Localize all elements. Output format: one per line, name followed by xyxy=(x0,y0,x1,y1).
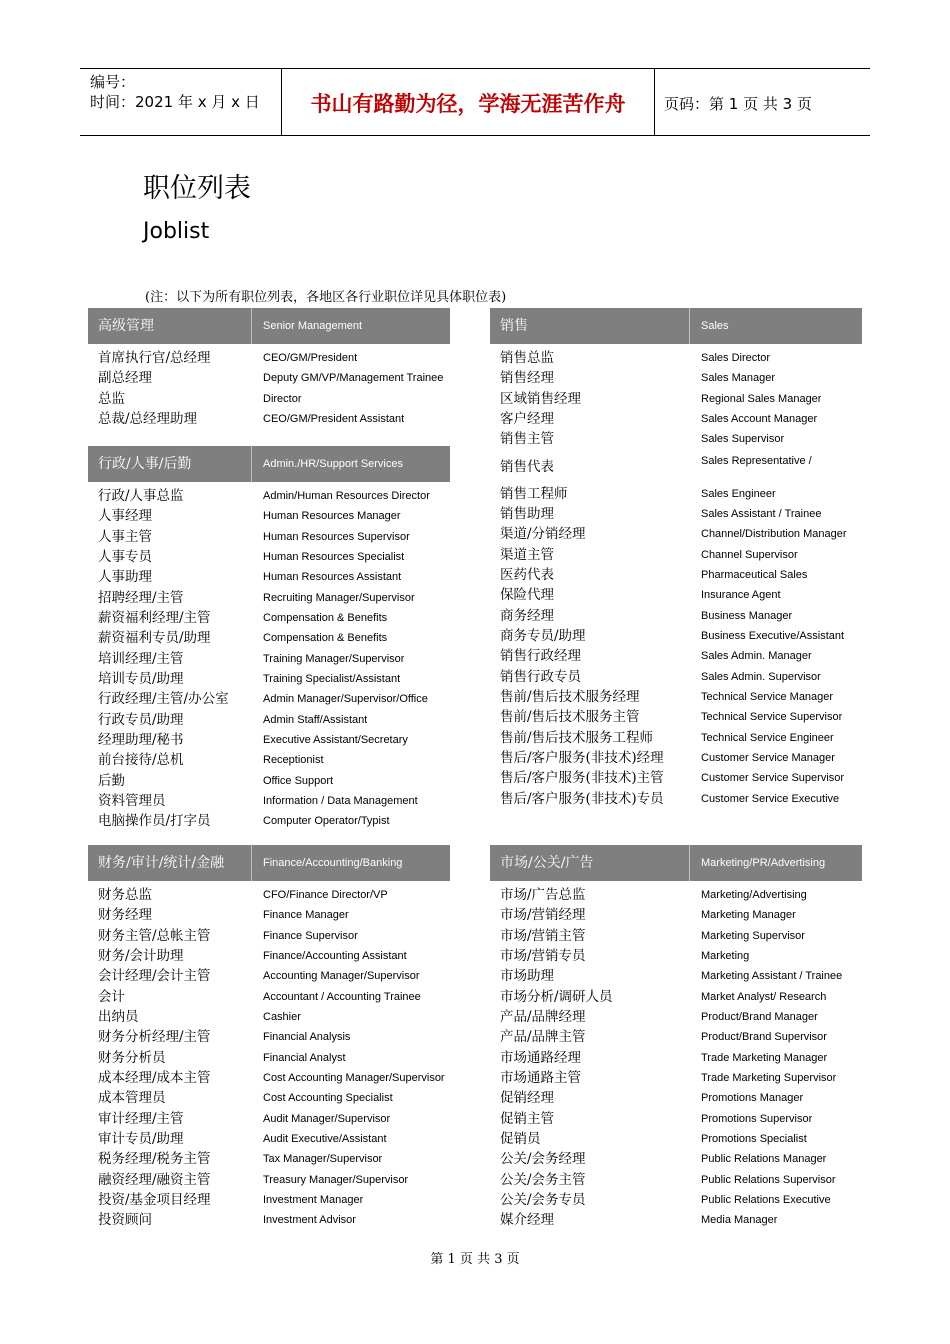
job-title-cn: 人事专员 xyxy=(98,548,152,565)
table-row xyxy=(490,565,862,585)
job-title-en: CEO/GM/President Assistant xyxy=(263,412,405,425)
job-title-en: Admin/Human Resources Director xyxy=(263,490,430,502)
table-row xyxy=(88,1109,450,1129)
section-header xyxy=(490,308,862,344)
job-title-en: Sales Director xyxy=(701,352,771,364)
page-title: 职位列表 xyxy=(143,173,251,204)
table-row xyxy=(88,689,450,709)
job-title-cn: 保险代理 xyxy=(500,587,554,604)
header-page-number: 页码：第 1 页 共 3 页 xyxy=(664,95,812,113)
job-title-en: Recruiting Manager/Supervisor xyxy=(263,591,415,604)
job-title-cn: 售后/客户服务(非技术)经理 xyxy=(500,749,664,766)
job-title-cn: 媒介经理 xyxy=(500,1212,554,1229)
job-title-en: Promotions Manager xyxy=(701,1092,804,1105)
job-title-en: Public Relations Supervisor xyxy=(701,1173,836,1186)
table-row xyxy=(490,946,862,966)
job-title-en: Channel Supervisor xyxy=(701,548,798,561)
job-title-en: Marketing xyxy=(701,949,750,962)
job-title-cn: 招聘经理/主管 xyxy=(98,589,184,606)
job-title-cn: 促销经理 xyxy=(500,1090,554,1107)
job-title-en: Sales Admin. Supervisor xyxy=(701,670,821,683)
table-row xyxy=(490,789,862,809)
job-title-cn: 商务经理 xyxy=(500,607,554,624)
table-row xyxy=(490,368,862,388)
table-row xyxy=(490,1170,862,1190)
table-row xyxy=(88,1210,450,1230)
table-row xyxy=(88,1170,450,1190)
table-row xyxy=(490,646,862,666)
job-title-cn: 客户经理 xyxy=(500,410,554,427)
header-divider xyxy=(251,845,252,881)
job-title-en: Pharmaceutical Sales xyxy=(701,568,808,581)
table-row xyxy=(490,1068,862,1088)
job-title-cn: 市场助理 xyxy=(500,968,554,985)
job-title-en: Sales Admin. Manager xyxy=(701,650,812,663)
job-title-cn: 售前/售后技术服务主管 xyxy=(500,709,640,726)
table-row xyxy=(490,966,862,986)
job-title-cn: 培训专员/助理 xyxy=(98,670,184,687)
job-title-cn: 总裁/总经理助理 xyxy=(98,410,198,427)
job-title-cn: 售后/客户服务(非技术)主管 xyxy=(500,770,664,787)
page-note: (注：以下为所有职位列表，各地区各行业职位详见具体职位表) xyxy=(145,290,507,305)
job-title-en: Training Manager/Supervisor xyxy=(263,652,405,665)
job-title-cn: 医药代表 xyxy=(500,566,554,583)
job-title-cn: 培训经理/主管 xyxy=(98,650,184,667)
job-title-en: Business Manager xyxy=(701,609,793,622)
job-title-en: Finance Manager xyxy=(263,909,349,922)
job-title-cn: 渠道/分销经理 xyxy=(500,526,586,543)
table-row xyxy=(88,389,450,409)
table-row xyxy=(88,946,450,966)
header-motto: 书山有路勤为径，学海无涯苦作舟 xyxy=(310,91,626,116)
job-title-en: Human Resources Supervisor xyxy=(263,530,410,543)
table-row xyxy=(490,409,862,429)
table-row xyxy=(490,606,862,626)
table-row xyxy=(88,1068,450,1088)
table-row xyxy=(490,748,862,768)
job-title-en: Promotions Supervisor xyxy=(701,1112,813,1125)
job-title-en: Marketing Assistant / Trainee xyxy=(701,970,843,983)
table-row xyxy=(490,545,862,565)
header-number: 编号： xyxy=(90,73,136,91)
table-row xyxy=(490,1149,862,1169)
section-title-en: Finance/Accounting/Banking xyxy=(263,857,403,869)
section-rows xyxy=(88,881,450,1231)
job-title-en: Human Resources Manager xyxy=(263,510,401,523)
job-title-en: Human Resources Assistant xyxy=(263,571,402,584)
section-title-en: Sales xyxy=(701,320,729,332)
job-title-en: Human Resources Specialist xyxy=(263,550,405,563)
table-row xyxy=(88,567,450,587)
job-title-en: Market Analyst/ Research xyxy=(701,990,827,1003)
table-row xyxy=(490,687,862,707)
job-title-cn: 财务/会计助理 xyxy=(98,947,184,964)
job-title-en: Promotions Specialist xyxy=(701,1132,807,1145)
job-title-cn: 售后/客户服务(非技术)专员 xyxy=(500,790,664,807)
job-title-cn: 行政专员/助理 xyxy=(98,711,184,728)
job-title-cn: 财务经理 xyxy=(98,907,152,924)
job-title-cn: 财务分析经理/主管 xyxy=(98,1029,211,1046)
job-title-en: Deputy GM/VP/Management Trainee xyxy=(263,372,444,385)
table-row xyxy=(490,1027,862,1047)
table-row xyxy=(490,1210,862,1230)
job-title-en: CFO/Finance Director/VP xyxy=(263,889,388,901)
job-title-cn: 市场/营销经理 xyxy=(500,907,586,924)
job-title-en: Tax Manager/Supervisor xyxy=(263,1153,383,1166)
table-row xyxy=(88,1190,450,1210)
table-row xyxy=(88,608,450,628)
table-row xyxy=(490,1048,862,1068)
job-title-cn: 市场通路经理 xyxy=(500,1049,581,1066)
table-row xyxy=(490,667,862,687)
job-title-cn: 市场分析/调研人员 xyxy=(500,988,613,1005)
section-rows xyxy=(88,482,450,832)
job-title-en: Executive Assistant/Secretary xyxy=(263,733,408,746)
job-title-en: Director xyxy=(263,392,302,405)
job-title-cn: 会计经理/会计主管 xyxy=(98,968,211,985)
table-row xyxy=(88,966,450,986)
section-admin-hr xyxy=(88,446,450,832)
job-title-en: CEO/GM/President xyxy=(263,352,358,364)
section-header xyxy=(490,845,862,881)
job-title-cn: 副总经理 xyxy=(98,370,152,387)
job-title-en: Finance/Accounting Assistant xyxy=(263,949,407,962)
job-title-cn: 市场通路主管 xyxy=(500,1069,581,1086)
job-title-cn: 审计专员/助理 xyxy=(98,1130,184,1147)
job-title-cn: 审计经理/主管 xyxy=(98,1110,184,1127)
job-title-en: Sales Supervisor xyxy=(701,433,785,446)
section-title-en: Admin./HR/Support Services xyxy=(263,458,403,470)
table-row xyxy=(490,1129,862,1149)
job-title-cn: 销售主管 xyxy=(500,431,554,448)
section-header xyxy=(88,446,450,482)
job-title-cn: 促销员 xyxy=(500,1130,541,1147)
table-row xyxy=(490,707,862,727)
job-title-en: Information / Data Management xyxy=(263,794,418,807)
job-title-en: Product/Brand Manager xyxy=(701,1010,818,1023)
section-rows xyxy=(88,344,450,429)
job-title-en: Compensation & Benefits xyxy=(263,632,388,645)
job-title-en: Customer Service Manager xyxy=(701,751,835,764)
job-title-cn: 电脑操作员/打字员 xyxy=(98,813,211,830)
job-title-cn: 销售行政经理 xyxy=(500,648,581,665)
table-row xyxy=(88,1149,450,1169)
job-title-cn: 促销主管 xyxy=(500,1110,554,1127)
job-title-en: Admin Staff/Assistant xyxy=(263,713,368,726)
job-title-cn: 融资经理/融资主管 xyxy=(98,1171,211,1188)
job-title-cn: 产品/品牌主管 xyxy=(500,1029,586,1046)
job-title-en: Training Specialist/Assistant xyxy=(263,672,401,685)
header-top-rule xyxy=(80,68,870,69)
job-title-en: Marketing/Advertising xyxy=(701,889,807,901)
job-title-cn: 行政/人事总监 xyxy=(98,488,184,504)
job-title-cn: 渠道主管 xyxy=(500,546,554,563)
job-title-cn: 售前/售后技术服务工程师 xyxy=(500,729,654,746)
job-title-cn: 成本经理/成本主管 xyxy=(98,1069,211,1086)
job-title-cn: 薪资福利经理/主管 xyxy=(98,609,211,626)
job-title-cn: 商务专员/助理 xyxy=(500,627,586,644)
job-title-en: Channel/Distribution Manager xyxy=(701,528,847,541)
table-row xyxy=(490,450,862,484)
header-divider xyxy=(689,845,690,881)
job-title-cn: 市场/营销专员 xyxy=(500,947,586,964)
table-row xyxy=(490,524,862,544)
job-title-en: Customer Service Executive xyxy=(701,792,840,805)
job-title-cn: 市场/营销主管 xyxy=(500,927,586,944)
table-row xyxy=(490,885,862,905)
job-title-cn: 销售行政专员 xyxy=(500,668,581,685)
job-title-cn: 公关/会务经理 xyxy=(500,1151,586,1168)
table-row xyxy=(490,905,862,925)
job-title-en: Audit Executive/Assistant xyxy=(263,1132,387,1145)
table-row xyxy=(88,1129,450,1149)
table-row xyxy=(490,626,862,646)
section-header xyxy=(88,845,450,881)
job-title-en: Sales Assistant / Trainee xyxy=(701,507,822,520)
table-row xyxy=(88,750,450,770)
job-title-en: Regional Sales Manager xyxy=(701,392,822,405)
job-title-cn: 首席执行官/总经理 xyxy=(98,350,211,366)
job-title-en: Cashier xyxy=(263,1010,301,1023)
job-title-en: Technical Service Engineer xyxy=(701,731,834,744)
job-title-en: Technical Service Manager xyxy=(701,690,834,703)
job-title-cn: 公关/会务主管 xyxy=(500,1171,586,1188)
table-row xyxy=(490,1190,862,1210)
job-title-cn: 财务主管/总帐主管 xyxy=(98,927,211,944)
job-title-en: Compensation & Benefits xyxy=(263,611,388,624)
header-meta xyxy=(90,72,260,112)
section-title-cn: 市场/公关/广告 xyxy=(500,855,594,871)
job-title-cn: 产品/品牌经理 xyxy=(500,1008,586,1025)
table-row xyxy=(88,926,450,946)
job-title-cn: 经理助理/秘书 xyxy=(98,731,184,748)
job-title-en: Office Support xyxy=(263,774,334,787)
section-sales xyxy=(490,308,862,809)
job-title-cn: 财务分析员 xyxy=(98,1049,166,1066)
job-title-en: Business Executive/Assistant xyxy=(701,629,845,642)
job-title-en: Public Relations Executive xyxy=(701,1193,831,1206)
job-title-cn: 行政经理/主管/办公室 xyxy=(98,691,229,708)
job-title-en: Financial Analysis xyxy=(263,1031,351,1044)
job-title-en: Sales Representative / xyxy=(701,454,812,467)
table-row xyxy=(88,1007,450,1027)
job-title-en: Customer Service Supervisor xyxy=(701,772,845,785)
job-title-cn: 区域销售经理 xyxy=(500,390,581,407)
job-title-en: Technical Service Supervisor xyxy=(701,711,843,724)
job-title-cn: 后勤 xyxy=(98,772,125,789)
table-row xyxy=(490,504,862,524)
job-title-cn: 销售经理 xyxy=(500,370,554,387)
job-title-en: Public Relations Manager xyxy=(701,1153,827,1166)
section-senior-management xyxy=(88,308,450,429)
job-title-en: Financial Analyst xyxy=(263,1051,346,1064)
table-row xyxy=(88,730,450,750)
job-title-cn: 人事主管 xyxy=(98,528,152,545)
job-title-en: Trade Marketing Manager xyxy=(701,1051,828,1064)
section-header xyxy=(88,308,450,344)
section-title-en: Marketing/PR/Advertising xyxy=(701,857,826,869)
section-title-cn: 高级管理 xyxy=(98,318,154,334)
job-title-cn: 投资/基金项目经理 xyxy=(98,1191,211,1208)
table-row xyxy=(88,811,450,831)
job-title-en: Media Manager xyxy=(701,1214,778,1227)
table-row xyxy=(490,484,862,504)
table-row xyxy=(88,791,450,811)
table-row xyxy=(490,926,862,946)
header-divider xyxy=(251,446,252,482)
table-row xyxy=(88,1048,450,1068)
job-title-cn: 销售工程师 xyxy=(500,485,568,502)
job-title-en: Treasury Manager/Supervisor xyxy=(263,1173,409,1186)
job-title-en: Investment Advisor xyxy=(263,1214,356,1227)
job-title-cn: 前台接待/总机 xyxy=(98,752,184,769)
table-row xyxy=(490,348,862,368)
job-title-en: Computer Operator/Typist xyxy=(263,815,390,828)
job-title-cn: 公关/会务专员 xyxy=(500,1191,586,1208)
job-title-en: Cost Accounting Specialist xyxy=(263,1092,393,1105)
header-bottom-rule xyxy=(80,135,870,136)
section-marketing xyxy=(490,845,862,1231)
table-row xyxy=(88,486,450,506)
job-title-en: Trade Marketing Supervisor xyxy=(701,1071,837,1084)
job-title-cn: 财务总监 xyxy=(98,887,152,903)
table-row xyxy=(88,649,450,669)
table-row xyxy=(490,429,862,449)
table-row xyxy=(88,506,450,526)
section-title-en: Senior Management xyxy=(263,320,363,332)
table-row xyxy=(88,527,450,547)
job-title-cn: 销售总监 xyxy=(500,350,554,366)
job-title-en: Marketing Manager xyxy=(701,909,796,922)
table-row xyxy=(490,728,862,748)
job-title-cn: 售前/售后技术服务经理 xyxy=(500,688,640,705)
header-divider-right xyxy=(654,68,655,136)
job-title-en: Investment Manager xyxy=(263,1193,364,1206)
job-title-cn: 会计 xyxy=(98,988,125,1005)
section-title-cn: 财务/审计/统计/金融 xyxy=(98,855,225,871)
job-title-cn: 总监 xyxy=(98,390,125,407)
table-row xyxy=(490,1007,862,1027)
page-subtitle: Joblist xyxy=(143,219,210,244)
job-title-cn: 人事经理 xyxy=(98,508,152,525)
section-rows xyxy=(490,344,862,809)
job-title-cn: 市场/广告总监 xyxy=(500,887,586,903)
job-title-cn: 出纳员 xyxy=(98,1008,139,1025)
table-row xyxy=(88,368,450,388)
table-row xyxy=(88,1027,450,1047)
table-row xyxy=(490,389,862,409)
job-title-cn: 薪资福利专员/助理 xyxy=(98,630,211,647)
table-row xyxy=(88,885,450,905)
header-divider xyxy=(689,308,690,344)
table-row xyxy=(490,585,862,605)
table-row xyxy=(490,768,862,788)
section-title-cn: 行政/人事/后勤 xyxy=(98,456,192,472)
job-title-en: Admin Manager/Supervisor/Office xyxy=(263,693,428,706)
job-title-en: Cost Accounting Manager/Supervisor xyxy=(263,1071,445,1084)
table-row xyxy=(88,588,450,608)
table-row xyxy=(88,771,450,791)
table-row xyxy=(88,905,450,925)
table-row xyxy=(88,987,450,1007)
job-title-cn: 资料管理员 xyxy=(98,792,166,809)
job-title-en: Finance Supervisor xyxy=(263,929,358,942)
table-row xyxy=(88,547,450,567)
job-title-cn: 税务经理/税务主管 xyxy=(98,1151,211,1168)
job-title-cn: 销售助理 xyxy=(500,505,554,522)
table-row xyxy=(490,1088,862,1108)
job-title-en: Accounting Manager/Supervisor xyxy=(263,970,420,983)
table-row xyxy=(88,710,450,730)
job-title-cn: 成本管理员 xyxy=(98,1090,166,1107)
table-row xyxy=(88,409,450,429)
table-row xyxy=(490,987,862,1007)
job-title-en: Accountant / Accounting Trainee xyxy=(263,990,421,1003)
table-row xyxy=(88,628,450,648)
job-title-en: Sales Engineer xyxy=(701,487,776,500)
job-title-en: Insurance Agent xyxy=(701,589,781,602)
table-row xyxy=(88,669,450,689)
job-title-en: Marketing Supervisor xyxy=(701,929,805,942)
job-title-en: Product/Brand Supervisor xyxy=(701,1031,827,1044)
section-finance xyxy=(88,845,450,1231)
job-title-cn: 人事助理 xyxy=(98,569,152,586)
header-time: 时间：2021 年 x 月 x 日 xyxy=(90,93,260,111)
job-title-cn: 投资顾问 xyxy=(98,1212,152,1229)
section-title-cn: 销售 xyxy=(500,318,528,334)
table-row xyxy=(88,1088,450,1108)
job-title-en: Sales Manager xyxy=(701,372,775,385)
header-divider xyxy=(251,308,252,344)
page-footer: 第 1 页 共 3 页 xyxy=(430,1252,520,1267)
table-row xyxy=(88,348,450,368)
job-title-en: Sales Account Manager xyxy=(701,412,818,425)
job-title-cn: 销售代表 xyxy=(500,458,554,475)
table-row xyxy=(490,1109,862,1129)
job-title-en: Receptionist xyxy=(263,754,324,767)
section-rows xyxy=(490,881,862,1231)
job-title-en: Audit Manager/Supervisor xyxy=(263,1112,391,1125)
